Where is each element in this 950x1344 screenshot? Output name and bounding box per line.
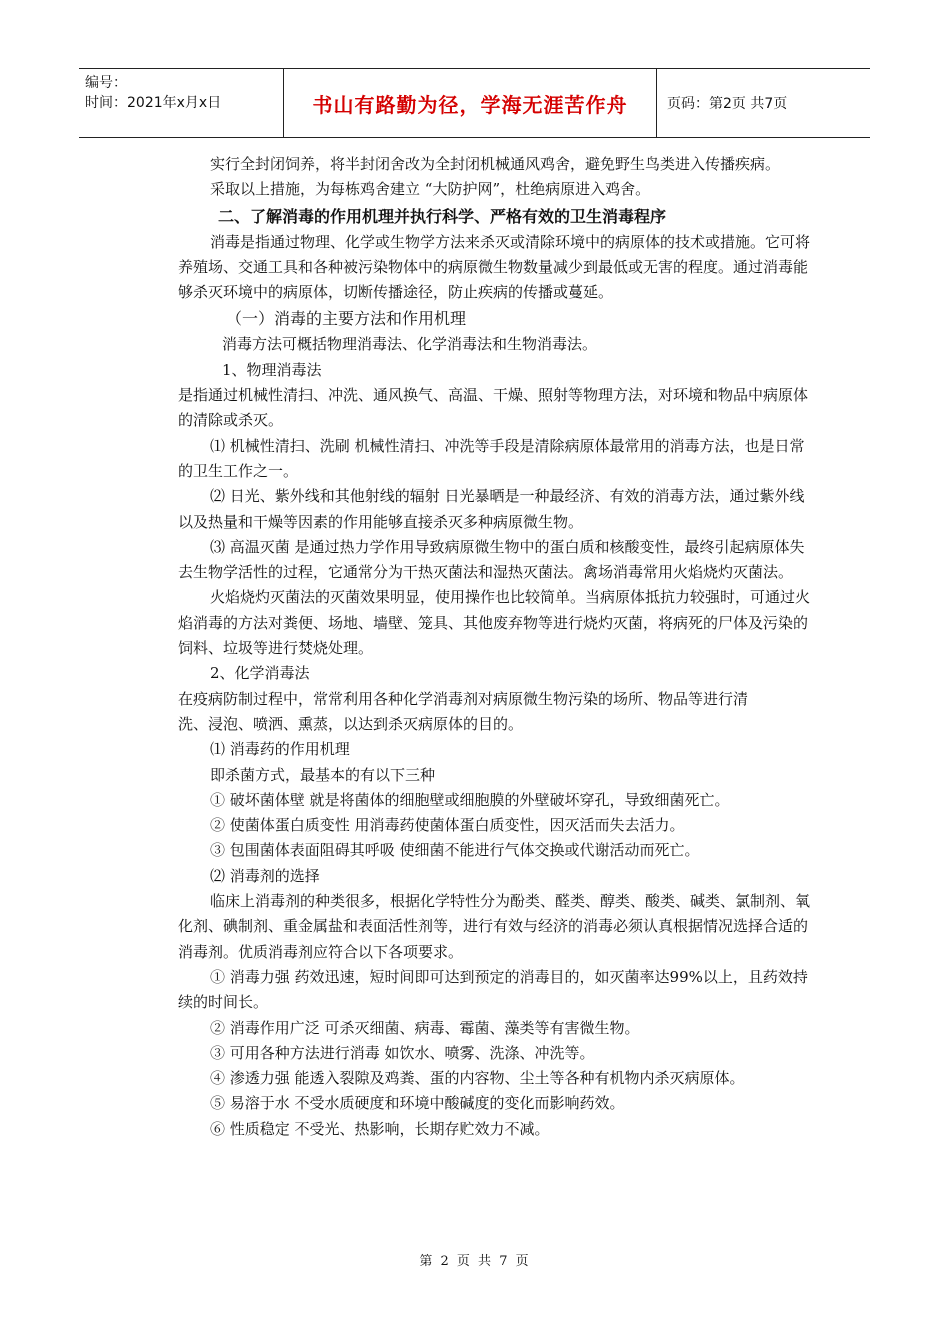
page-footer: 第 2 页 共 7 页 — [419, 1254, 531, 1269]
header-meta — [79, 69, 284, 137]
section-heading: 二、了解消毒的作用机理并执行科学、严格有效的卫生消毒程序 — [218, 206, 667, 226]
body-paragraph: ③ 可用各种方法进行消毒 如饮水、喷雾、洗涤、冲洗等。 — [210, 1043, 595, 1062]
body-paragraph: 是指通过机械性清扫、冲洗、通风换气、高温、干燥、照射等物理方法，对环境和物品中病原体的清除或杀灭。 — [178, 386, 809, 430]
body-paragraph: ① 破坏菌体壁 就是将菌体的细胞壁或细胞膜的外壁破坏穿孔，导致细菌死亡。 — [210, 790, 730, 809]
header-motto: 书山有路勤为径，学海无涯苦作舟 — [284, 69, 657, 137]
body-paragraph: 在疫病防制过程中，常常利用各种化学消毒剂对病原微生物污染的场所、物品等进行清 — [178, 689, 749, 708]
page-header — [79, 68, 870, 138]
body-paragraph: ③ 包围菌体表面阻碍其呼吸 使细菌不能进行气体交换或代谢活动而死亡。 — [210, 841, 700, 860]
document-body — [178, 152, 810, 1142]
body-paragraph: ② 使菌体蛋白质变性 用消毒药使菌体蛋白质变性，因灭活而失去活力。 — [210, 816, 685, 835]
body-paragraph: ② 消毒作用广泛 可杀灭细菌、病毒、霉菌、藻类等有害微生物。 — [210, 1018, 640, 1037]
body-paragraph: 消毒是指通过物理、化学或生物学方法来杀灭或清除环境中的病原体的技术或措施。它可将养殖场、交通工具和各种被污染物体中的病原微生物数量减少到最低或无害的程度。通过消毒能够杀灭环境中的病原体，切断传播途径，防止疾病的传播或蔓延。 — [178, 232, 811, 302]
body-paragraph: 采取以上措施，为每栋鸡舍建立 “大防护网”，杜绝病原进入鸡舍。 — [210, 180, 651, 199]
body-paragraph: ④ 渗透力强 能透入裂隙及鸡粪、蛋的内容物、尘土等各种有机物内杀灭病原体。 — [210, 1069, 745, 1088]
body-paragraph: 消毒方法可概括物理消毒法、化学消毒法和生物消毒法。 — [222, 335, 598, 354]
body-paragraph: 即杀菌方式，最基本的有以下三种 — [210, 765, 436, 784]
body-paragraph: ① 消毒力强 药效迅速，短时间即可达到预定的消毒目的，如灭菌率达99%以上，且药效持续的时间长。 — [178, 967, 808, 1012]
body-paragraph: 实行全封闭饲养，将半封闭舍改为全封闭机械通风鸡舍，避免野生鸟类进入传播疾病。 — [210, 155, 781, 173]
subsection-heading: （一）消毒的主要方法和作用机理 — [226, 309, 467, 329]
body-paragraph: 洗、浸泡、喷洒、熏蒸，以达到杀灭病原体的目的。 — [178, 714, 524, 733]
body-paragraph: 1、物理消毒法 — [222, 360, 322, 379]
header-page-info: 页码：第2页 共7页 — [667, 96, 788, 112]
body-paragraph: ⑥ 性质稳定 不受光、热影响，长期存贮效力不减。 — [210, 1119, 550, 1138]
body-paragraph: 火焰烧灼灭菌法的灭菌效果明显，使用操作也比较简单。当病原体抵抗力较强时，可通过火焰消毒的方法对粪便、场地、墙壁、笼具、其他废弃物等进行烧灼灭菌，将病死的尸体及污染的饲料、垃圾等进行焚烧处理。 — [178, 588, 811, 658]
document-number-label: 编号： — [85, 75, 127, 91]
body-paragraph: ⑴ 机械性清扫、洗刷 机械性清扫、冲洗等手段是清除病原体最常用的消毒方法，也是日常的卫生工作之一。 — [178, 436, 805, 480]
body-paragraph: ⑶ 高温灭菌 是通过热力学作用导致病原微生物中的蛋白质和核酸变性，最终引起病原体失去生物学活性的过程，它通常分为干热灭菌法和湿热灭菌法。禽场消毒常用火焰烧灼灭菌法。 — [178, 537, 805, 582]
document-time-label: 时间：2021年x月x日 — [85, 95, 222, 111]
body-paragraph: 2、化学消毒法 — [210, 664, 310, 683]
body-paragraph: ⑵ 日光、紫外线和其他射线的辐射 日光暴晒是一种最经济、有效的消毒方法，通过紫外线以及热量和干燥等因素的作用能够直接杀灭多种病原微生物。 — [178, 487, 805, 531]
body-paragraph: ⑴ 消毒药的作用机理 — [210, 740, 350, 759]
body-paragraph: 临床上消毒剂的种类很多，根据化学特性分为酚类、醛类、醇类、酸类、碱类、氯制剂、氧化剂、碘制剂、重金属盐和表面活性剂等，进行有效与经济的消毒必须认真根据情况选择合适的消毒剂。优质消毒剂应符合以下各项要求。 — [178, 892, 811, 961]
body-paragraph: ⑤ 易溶于水 不受水质硬度和环境中酸碱度的变化而影响药效。 — [210, 1094, 625, 1113]
body-paragraph: ⑵ 消毒剂的选择 — [210, 866, 320, 885]
